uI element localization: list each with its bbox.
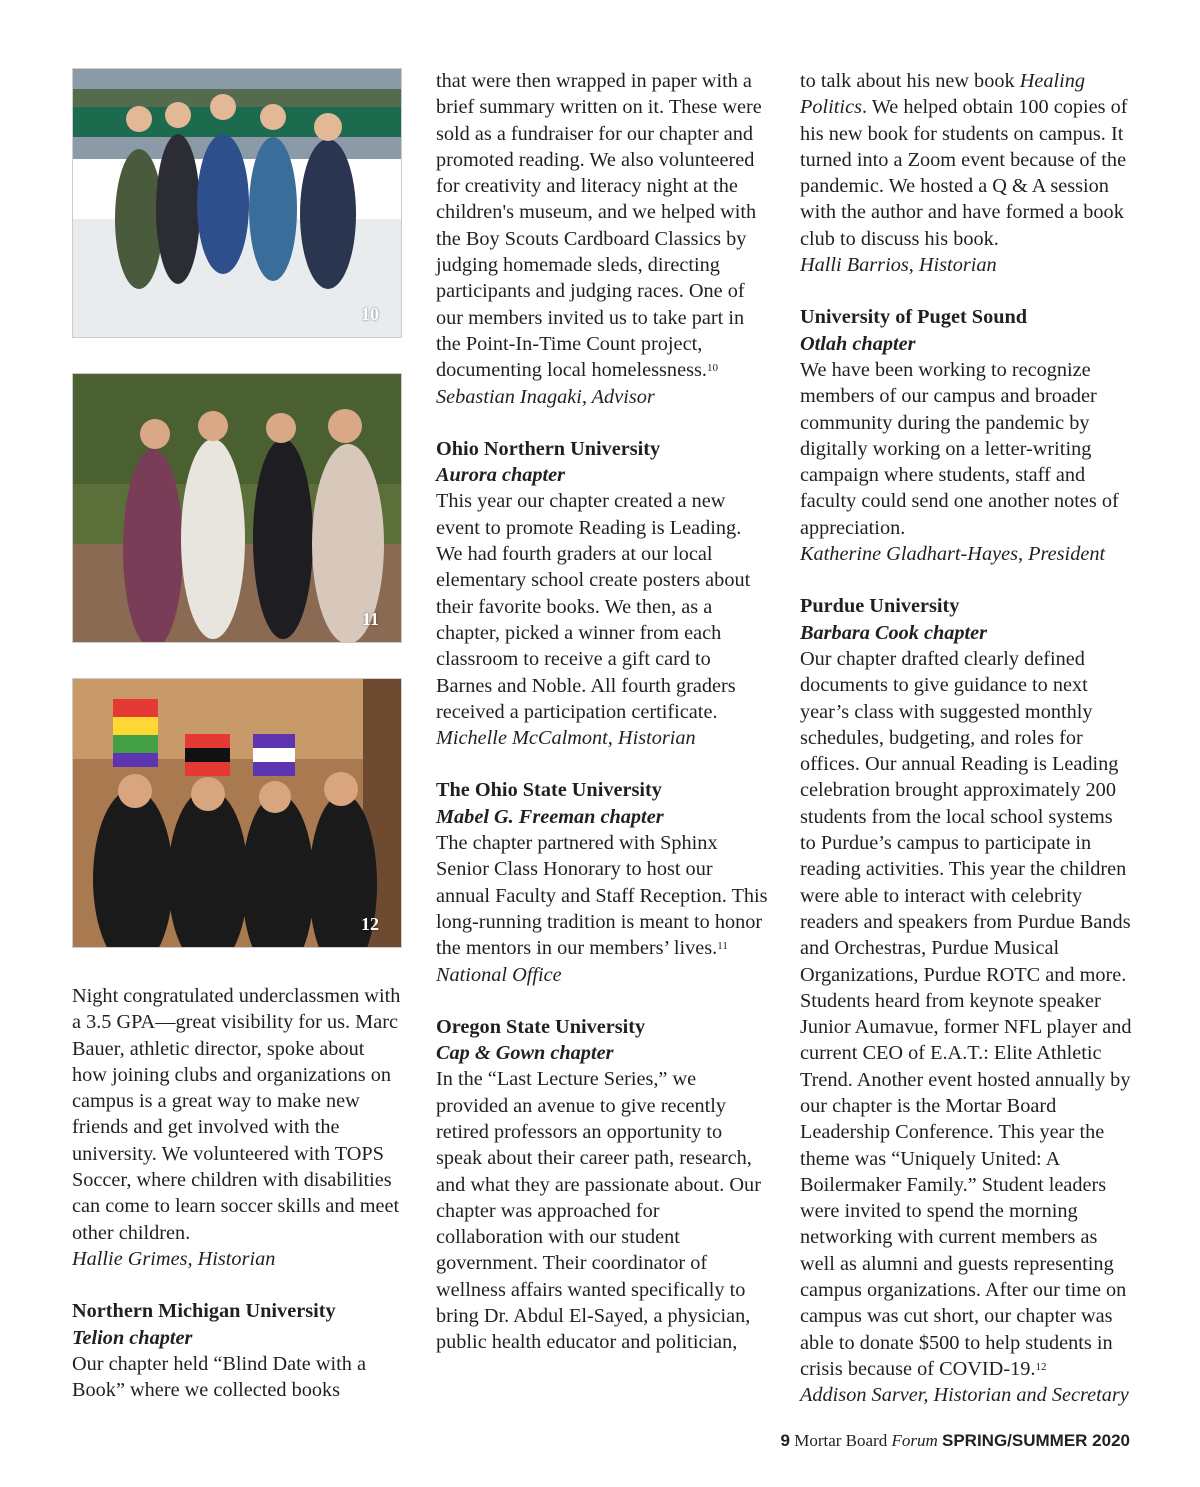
photo-reference: 12 [1035, 1360, 1047, 1373]
university-heading: The Ohio State University [436, 779, 662, 802]
photo-11 [72, 373, 402, 643]
signature: Sebastian Inagaki, Advisor [436, 385, 655, 408]
continued-paragraph [800, 68, 1132, 252]
chapter-report [436, 830, 768, 961]
photo-number: 10 [361, 304, 379, 324]
continued-paragraph: Night congratulated underclassmen with a 3.5 GPA—great visibility for us. Marc Bauer, athletic director, spoke about how joining clubs and organizations on campus is a great way to make new friends and get involved with the university. We volunteered with TOPS Soccer, where children with disabilities can come to learn soccer skills and meet other children. [72, 985, 401, 1244]
signature: Hallie Grimes, Historian [72, 1247, 276, 1270]
magazine-name: Mortar Board [794, 1431, 888, 1450]
photo-number: 12 [361, 914, 379, 934]
signature: Addison Sarver, Historian and Secretary [800, 1384, 1129, 1407]
chapter-report: In the “Last Lecture Series,” we provided an avenue to give recently retired professors an opportunity to speak about their career path, research, and what they are passionate about. Our chapter was approached for collaboration with our student government. Their coordinator of wellness affairs wanted specifically to bring Dr. Abdul El-Sayed, a physician, public health educator and politician, [436, 1068, 761, 1354]
column-3 [800, 68, 1132, 1409]
column-2 [436, 68, 768, 1356]
column-1 [72, 68, 402, 1403]
university-heading: Purdue University [800, 595, 960, 618]
photo-12-image [73, 679, 401, 947]
signature: Michelle McCalmont, Historian [436, 727, 696, 750]
paragraph-text: The chapter partnered with Sphinx Senior Class Honorary to host our annual Faculty and Staff Reception. This long-running tradition is meant to honor the mentors in our members’ lives. [436, 832, 768, 960]
photo-reference: 11 [717, 940, 728, 953]
photo-reference: 10 [706, 362, 718, 375]
issue-label: SPRING/SUMMER 2020 [942, 1431, 1130, 1450]
chapter-name: Telion chapter [72, 1326, 193, 1349]
photo-12 [72, 678, 402, 948]
page-footer [780, 1430, 1130, 1452]
chapter-name: Cap & Gown chapter [436, 1042, 614, 1065]
book-title: Healing Politics [800, 70, 1086, 119]
chapter-name: Mabel G. Freeman chapter [436, 805, 664, 828]
photo-10-image [73, 69, 401, 337]
photo-10 [72, 68, 402, 338]
university-heading: Oregon State University [436, 1015, 646, 1038]
signature: Halli Barrios, Historian [800, 254, 997, 277]
chapter-name: Barbara Cook chapter [800, 621, 988, 644]
chapter-name: Otlah chapter [800, 332, 916, 355]
university-heading: Ohio Northern University [436, 437, 661, 460]
signature: Katherine Gladhart-Hayes, President [800, 543, 1106, 566]
chapter-name: Aurora chapter [436, 464, 566, 487]
continued-paragraph [436, 68, 768, 384]
paragraph-text: to talk about his new book [800, 70, 1020, 92]
chapter-report [800, 646, 1132, 1382]
photo-11-image [73, 374, 401, 642]
university-heading: University of Puget Sound [800, 306, 1028, 329]
photo-number: 11 [361, 609, 379, 629]
page-number: 9 [780, 1431, 790, 1450]
paragraph-text: that were then wrapped in paper with a brief summary written on it. These were sold as a fundraiser for our chapter and promoted reading. We also volunteered for creativity and literacy night at the children's museum, and we helped with the Boy Scouts Cardboard Classics by judging homemade sleds, directing participants and judging races. One of our members invited us to take part in the Point-In-Time Count project, documenting local homelessness. [436, 70, 762, 382]
paragraph-text: . We helped obtain 100 copies of his new book for students on campus. It turned into a Zoom event because of the pandemic. We hosted a Q & A session with the author and have formed a book club to discuss his book. [800, 96, 1128, 250]
chapter-report: This year our chapter created a new event to promote Reading is Leading. We had fourth graders at our local elementary school create posters about their favorite books. We then, as a chapter, picked a winner from each classroom to receive a gift card to Barnes and Noble. All fourth graders received a participation certificate. [436, 490, 751, 723]
magazine-forum: Forum [891, 1431, 938, 1450]
signature: National Office [436, 963, 562, 986]
university-heading: Northern Michigan University [72, 1300, 336, 1323]
chapter-report: We have been working to recognize members of our campus and broader community during the pandemic by digitally working on a letter-writing campaign where students, staff and faculty could send one another notes of appreciation. [800, 358, 1119, 539]
chapter-report: Our chapter held “Blind Date with a Book” where we collected books [72, 1352, 366, 1402]
paragraph-text: Our chapter drafted clearly defined documents to give guidance to next year’s class with suggested monthly schedules, budgeting, and roles for offices. Our annual Reading is Leading celebration brought approximately 200 students from the local school systems to Purdue’s campus to participate in reading activities. This year the children were able to interact with celebrity readers and speakers from Purdue Bands and Orchestras, Purdue Musical Organizations, Purdue ROTC and more. Students heard from keynote speaker Junior Aumavue, former NFL player and current CEO of E.A.T.: Elite Athletic Trend. Another event hosted annually by our chapter is the Mortar Board Leadership Conference. This year the theme was “Uniquely United: A Boilermaker Family.” Student leaders were invited to spend the morning networking with current members as well as alumni and guests representing campus organizations. After our time on campus was cut short, our chapter was able to donate $500 to help students in crisis because of COVID-19. [800, 647, 1132, 1380]
